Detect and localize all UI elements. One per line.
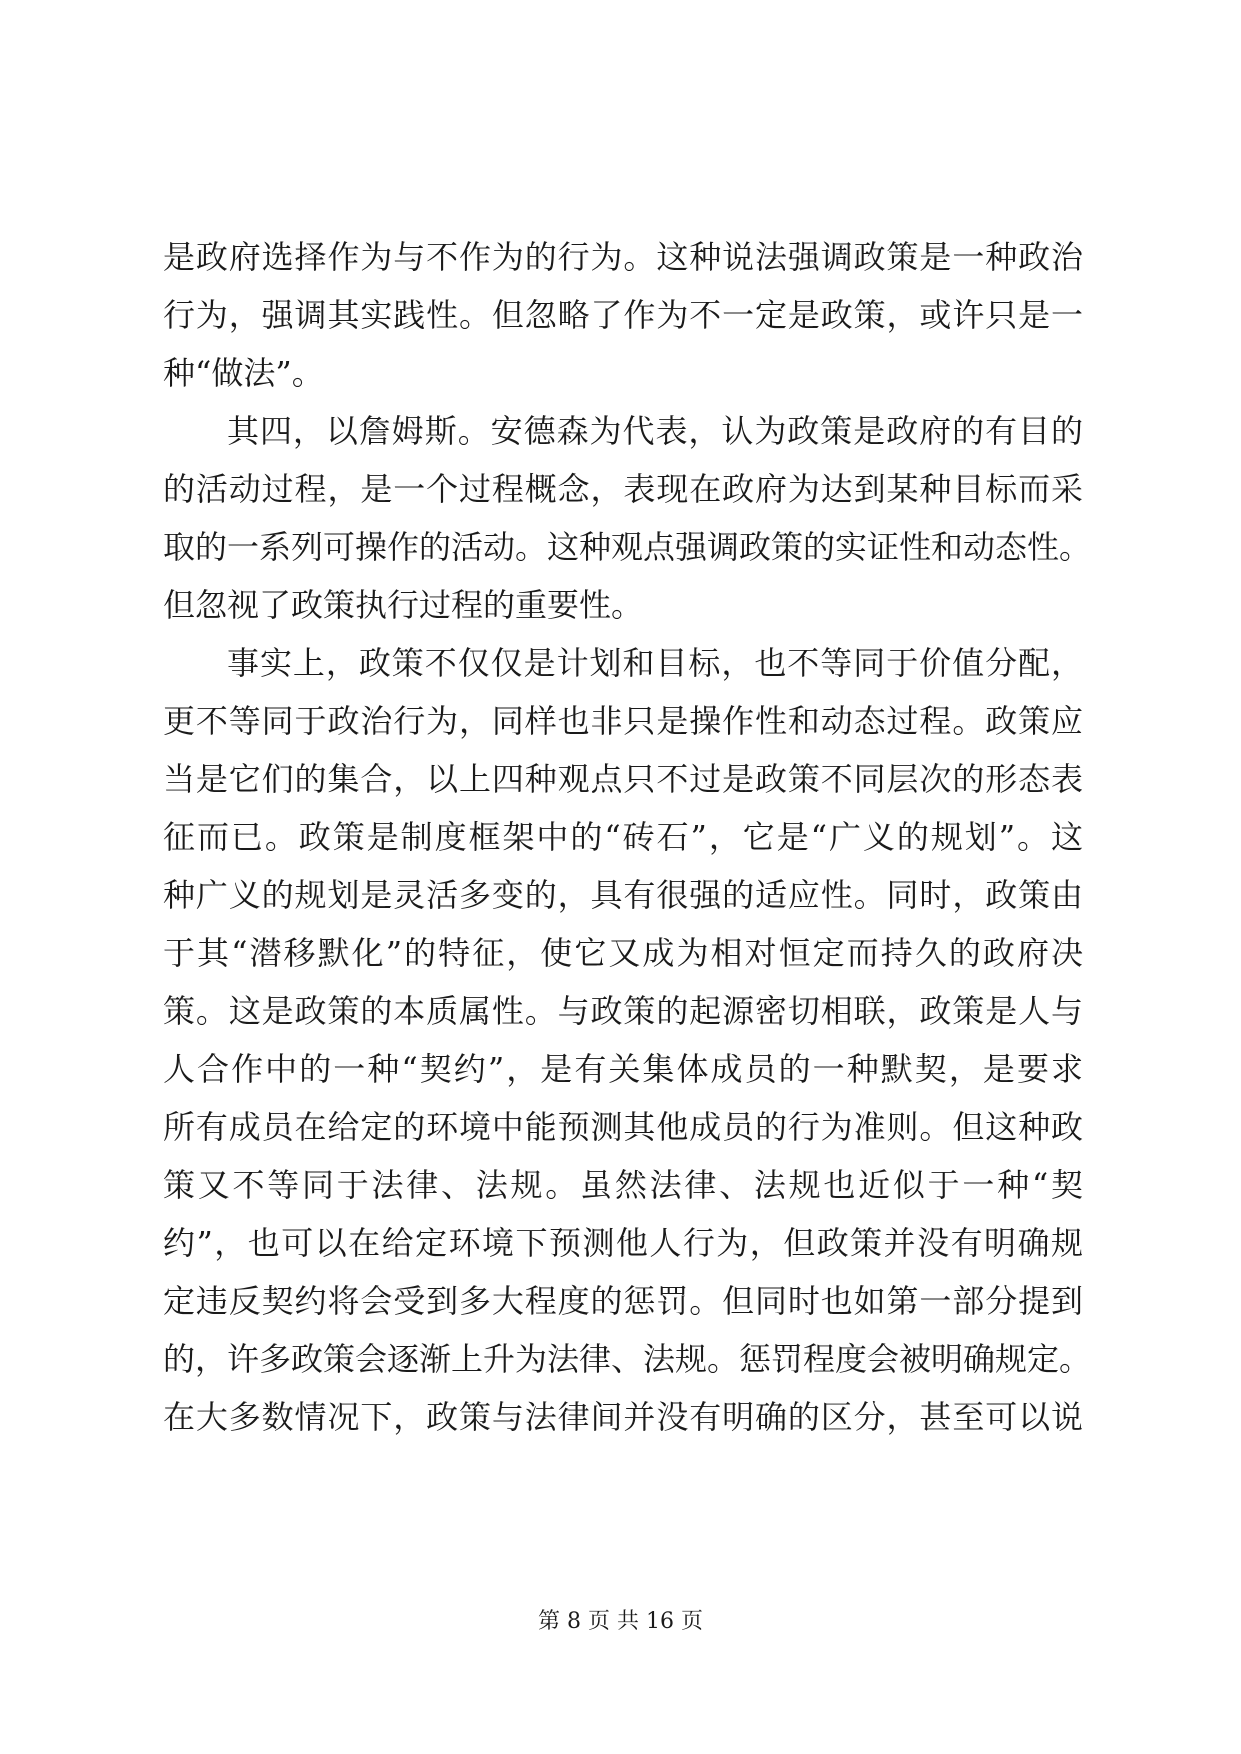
- text-line: 的，许多政策会逐渐上升为法律、法规。惩罚程度会被明确规定。: [163, 1340, 1092, 1378]
- text-line: 策。这是政策的本质属性。与政策的起源密切相联，政策是人与: [163, 992, 1083, 1030]
- text-line: 策又不等同于法律、法规。虽然法律、法规也近似于一种“契: [163, 1166, 1083, 1204]
- text-line: 是政府选择作为与不作为的行为。这种说法强调政策是一种政治: [163, 238, 1083, 276]
- page-footer: 第 8 页 共 16 页: [538, 1609, 703, 1634]
- text-line: 当是它们的集合，以上四种观点只不过是政策不同层次的形态表: [163, 760, 1083, 798]
- text-line: 种广义的规划是灵活多变的，具有很强的适应性。同时，政策由: [163, 876, 1083, 914]
- text-line: 事实上，政策不仅仅是计划和目标，也不等同于价值分配，: [227, 644, 1083, 682]
- text-line: 所有成员在给定的环境中能预测其他成员的行为准则。但这种政: [163, 1108, 1083, 1146]
- text-line: 取的一系列可操作的活动。这种观点强调政策的实证性和动态性。: [163, 528, 1092, 566]
- text-line: 的活动过程，是一个过程概念，表现在政府为达到某种目标而采: [163, 470, 1083, 508]
- text-line: 行为，强调其实践性。但忽略了作为不一定是政策，或许只是一: [163, 296, 1083, 334]
- text-line: 更不等同于政治行为，同样也非只是操作性和动态过程。政策应: [163, 702, 1083, 740]
- text-line: 约”，也可以在给定环境下预测他人行为，但政策并没有明确规: [163, 1224, 1083, 1262]
- text-line: 征而已。政策是制度框架中的“砖石”，它是“广义的规划”。这: [163, 818, 1083, 856]
- text-line: 种“做法”。: [163, 354, 324, 392]
- body-text: [163, 228, 1092, 1446]
- text-line: 在大多数情况下，政策与法律间并没有明确的区分，甚至可以说: [163, 1398, 1083, 1436]
- text-line: 但忽视了政策执行过程的重要性。: [163, 586, 644, 624]
- text-line: 人合作中的一种“契约”，是有关集体成员的一种默契，是要求: [163, 1050, 1083, 1088]
- text-line: 其四，以詹姆斯。安德森为代表，认为政策是政府的有目的: [227, 412, 1083, 450]
- text-line: 定违反契约将会受到多大程度的惩罚。但同时也如第一部分提到: [163, 1282, 1083, 1320]
- text-line: 于其“潜移默化”的特征，使它又成为相对恒定而持久的政府决: [163, 934, 1083, 972]
